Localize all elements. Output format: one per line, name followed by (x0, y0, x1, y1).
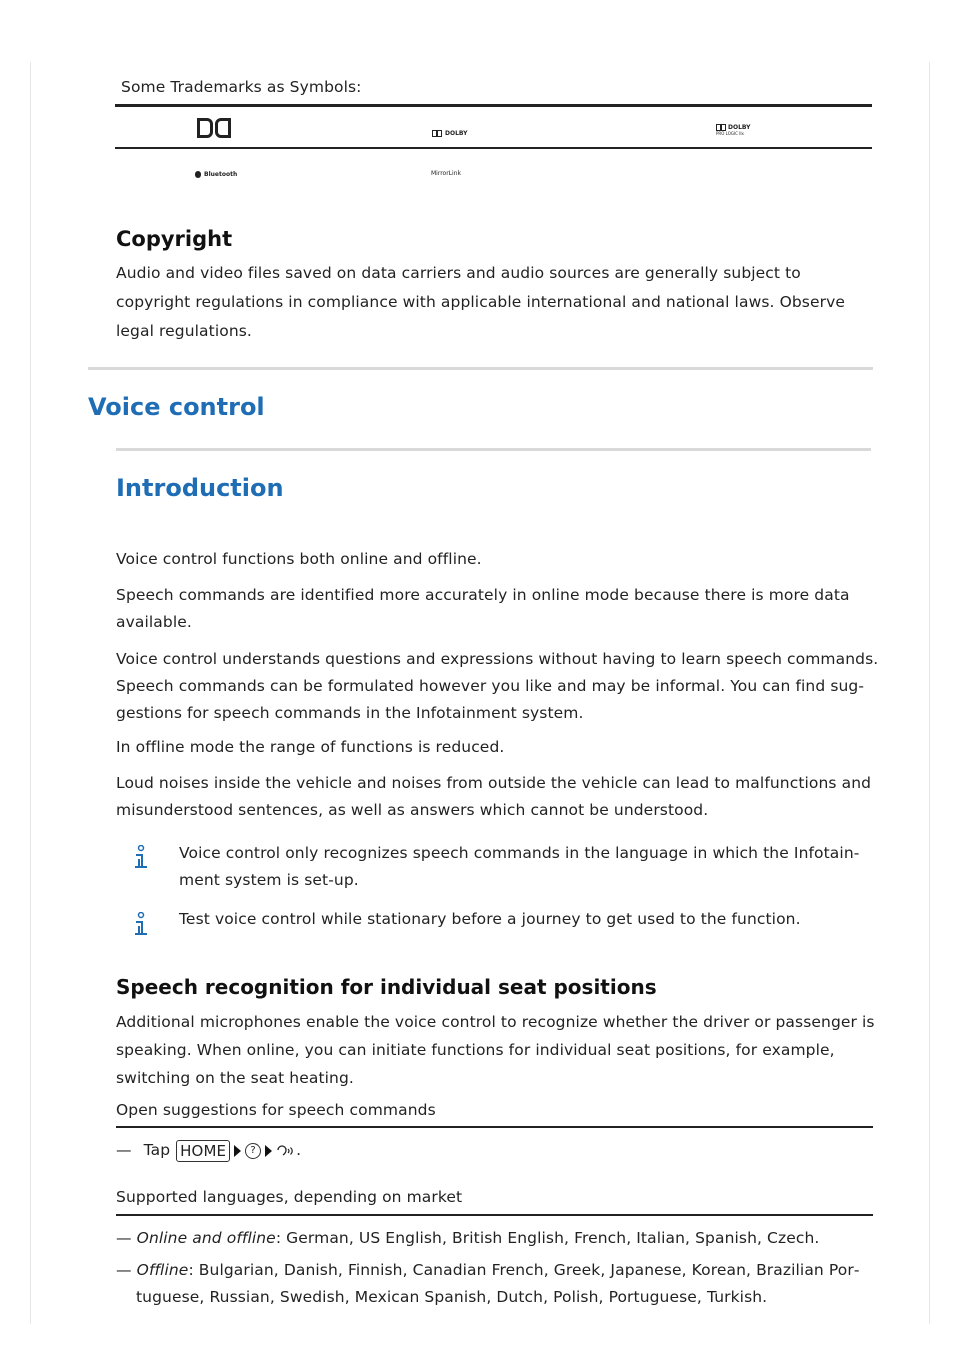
pro-logic-text: PRO LOGIC IIx (716, 131, 744, 136)
subsection-divider (116, 448, 871, 451)
speech-recognition-heading: Speech recognition for individual seat positions (116, 975, 657, 999)
speech-recognition-text: Additional microphones enable the voice control to recognize whether the driver or passenger is speaking. When online, you can initiate functions for individual seat positions, for example, switching on the seat heating. (116, 1013, 875, 1087)
dolby-logo (197, 118, 231, 138)
list-dash: — (116, 1229, 132, 1247)
list-dash: — (116, 1261, 132, 1279)
introduction-heading: Introduction (116, 474, 284, 502)
steps-rule (116, 1126, 873, 1128)
dolby-pro-logic-logo (716, 124, 751, 136)
intro-paragraph-3: Voice control understands questions and expressions without having to learn speech commands. Speech commands can be formulated however you like and may be informal. You can find suggestions for speech commands in the Infotainment system. (116, 650, 879, 722)
section-divider (88, 367, 873, 370)
table-top-rule (115, 104, 872, 107)
info-icon (132, 912, 150, 938)
language-item-text: : Bulgarian, Danish, Finnish, Canadian French, Greek, Japanese, Korean, Brazilian Portuguese, Russian, Swedish, Mexican Spanish, Dutch, Polish, Portuguese, Turkish. (136, 1261, 860, 1306)
dolby-logo-text: DOLBY (445, 130, 468, 137)
left-page-border (30, 62, 31, 1324)
mirrorlink-logo (431, 170, 461, 177)
voice-control-icon[interactable] (276, 1144, 296, 1158)
step-dash: — (116, 1141, 132, 1159)
step-end: . (296, 1141, 302, 1159)
bluetooth-logo-text: Bluetooth (204, 171, 238, 178)
dolby-icon (716, 124, 726, 131)
bluetooth-icon (195, 171, 201, 178)
suggestions-heading: Open suggestions for speech commands (116, 1101, 436, 1119)
bluetooth-logo (195, 171, 237, 178)
arrow-right-icon (265, 1145, 272, 1157)
intro-paragraph-2: Speech commands are identified more accurately in online mode because there is more data available. (116, 586, 850, 631)
dolby-logo-text: DOLBY (728, 124, 751, 131)
home-button[interactable]: HOME (176, 1140, 230, 1162)
languages-heading: Supported languages, depending on market (116, 1188, 463, 1206)
table-row-rule (115, 147, 872, 149)
copyright-heading: Copyright (116, 227, 233, 251)
language-item-text: : German, US English, British English, French, Italian, Spanish, Czech. (275, 1229, 820, 1247)
language-item-online-offline (116, 1225, 876, 1252)
voice-control-heading: Voice control (88, 393, 265, 421)
intro-paragraph-5: Loud noises inside the vehicle and noises from outside the vehicle can lead to malfunctions and misunderstood sentences, as well as answers which cannot be understood. (116, 774, 872, 819)
intro-paragraph-4: In offline mode the range of functions is reduced. (116, 738, 505, 756)
info-icon (132, 845, 150, 871)
trademarks-heading: Some Trademarks as Symbols: (121, 78, 362, 96)
info-note-2: Test voice control while stationary before a journey to get used to the function. (179, 910, 801, 928)
dolby-icon (432, 130, 442, 137)
language-item-label: Online and offline (136, 1229, 276, 1247)
language-item-label: Offline (136, 1261, 189, 1279)
language-item-offline (116, 1257, 896, 1311)
info-note-1: Voice control only recognizes speech commands in the language in which the Infotainment system is set-up. (179, 844, 860, 889)
dolby-double-d-icon (197, 118, 231, 138)
step-tap-home (116, 1137, 301, 1164)
arrow-right-icon (234, 1145, 241, 1157)
intro-paragraph-1: Voice control functions both online and offline. (116, 550, 482, 568)
help-button[interactable]: ? (245, 1143, 261, 1159)
languages-rule (116, 1214, 873, 1216)
right-page-border (929, 62, 930, 1324)
dolby-audio-logo (432, 130, 468, 137)
step-tap-label: Tap (143, 1141, 171, 1159)
mirrorlink-logo-text: MirrorLink (431, 170, 461, 177)
copyright-text: Audio and video files saved on data carriers and audio sources are generally subject to copyright regulations in compliance with applicable international and national laws. Observe legal regulations. (116, 264, 846, 340)
